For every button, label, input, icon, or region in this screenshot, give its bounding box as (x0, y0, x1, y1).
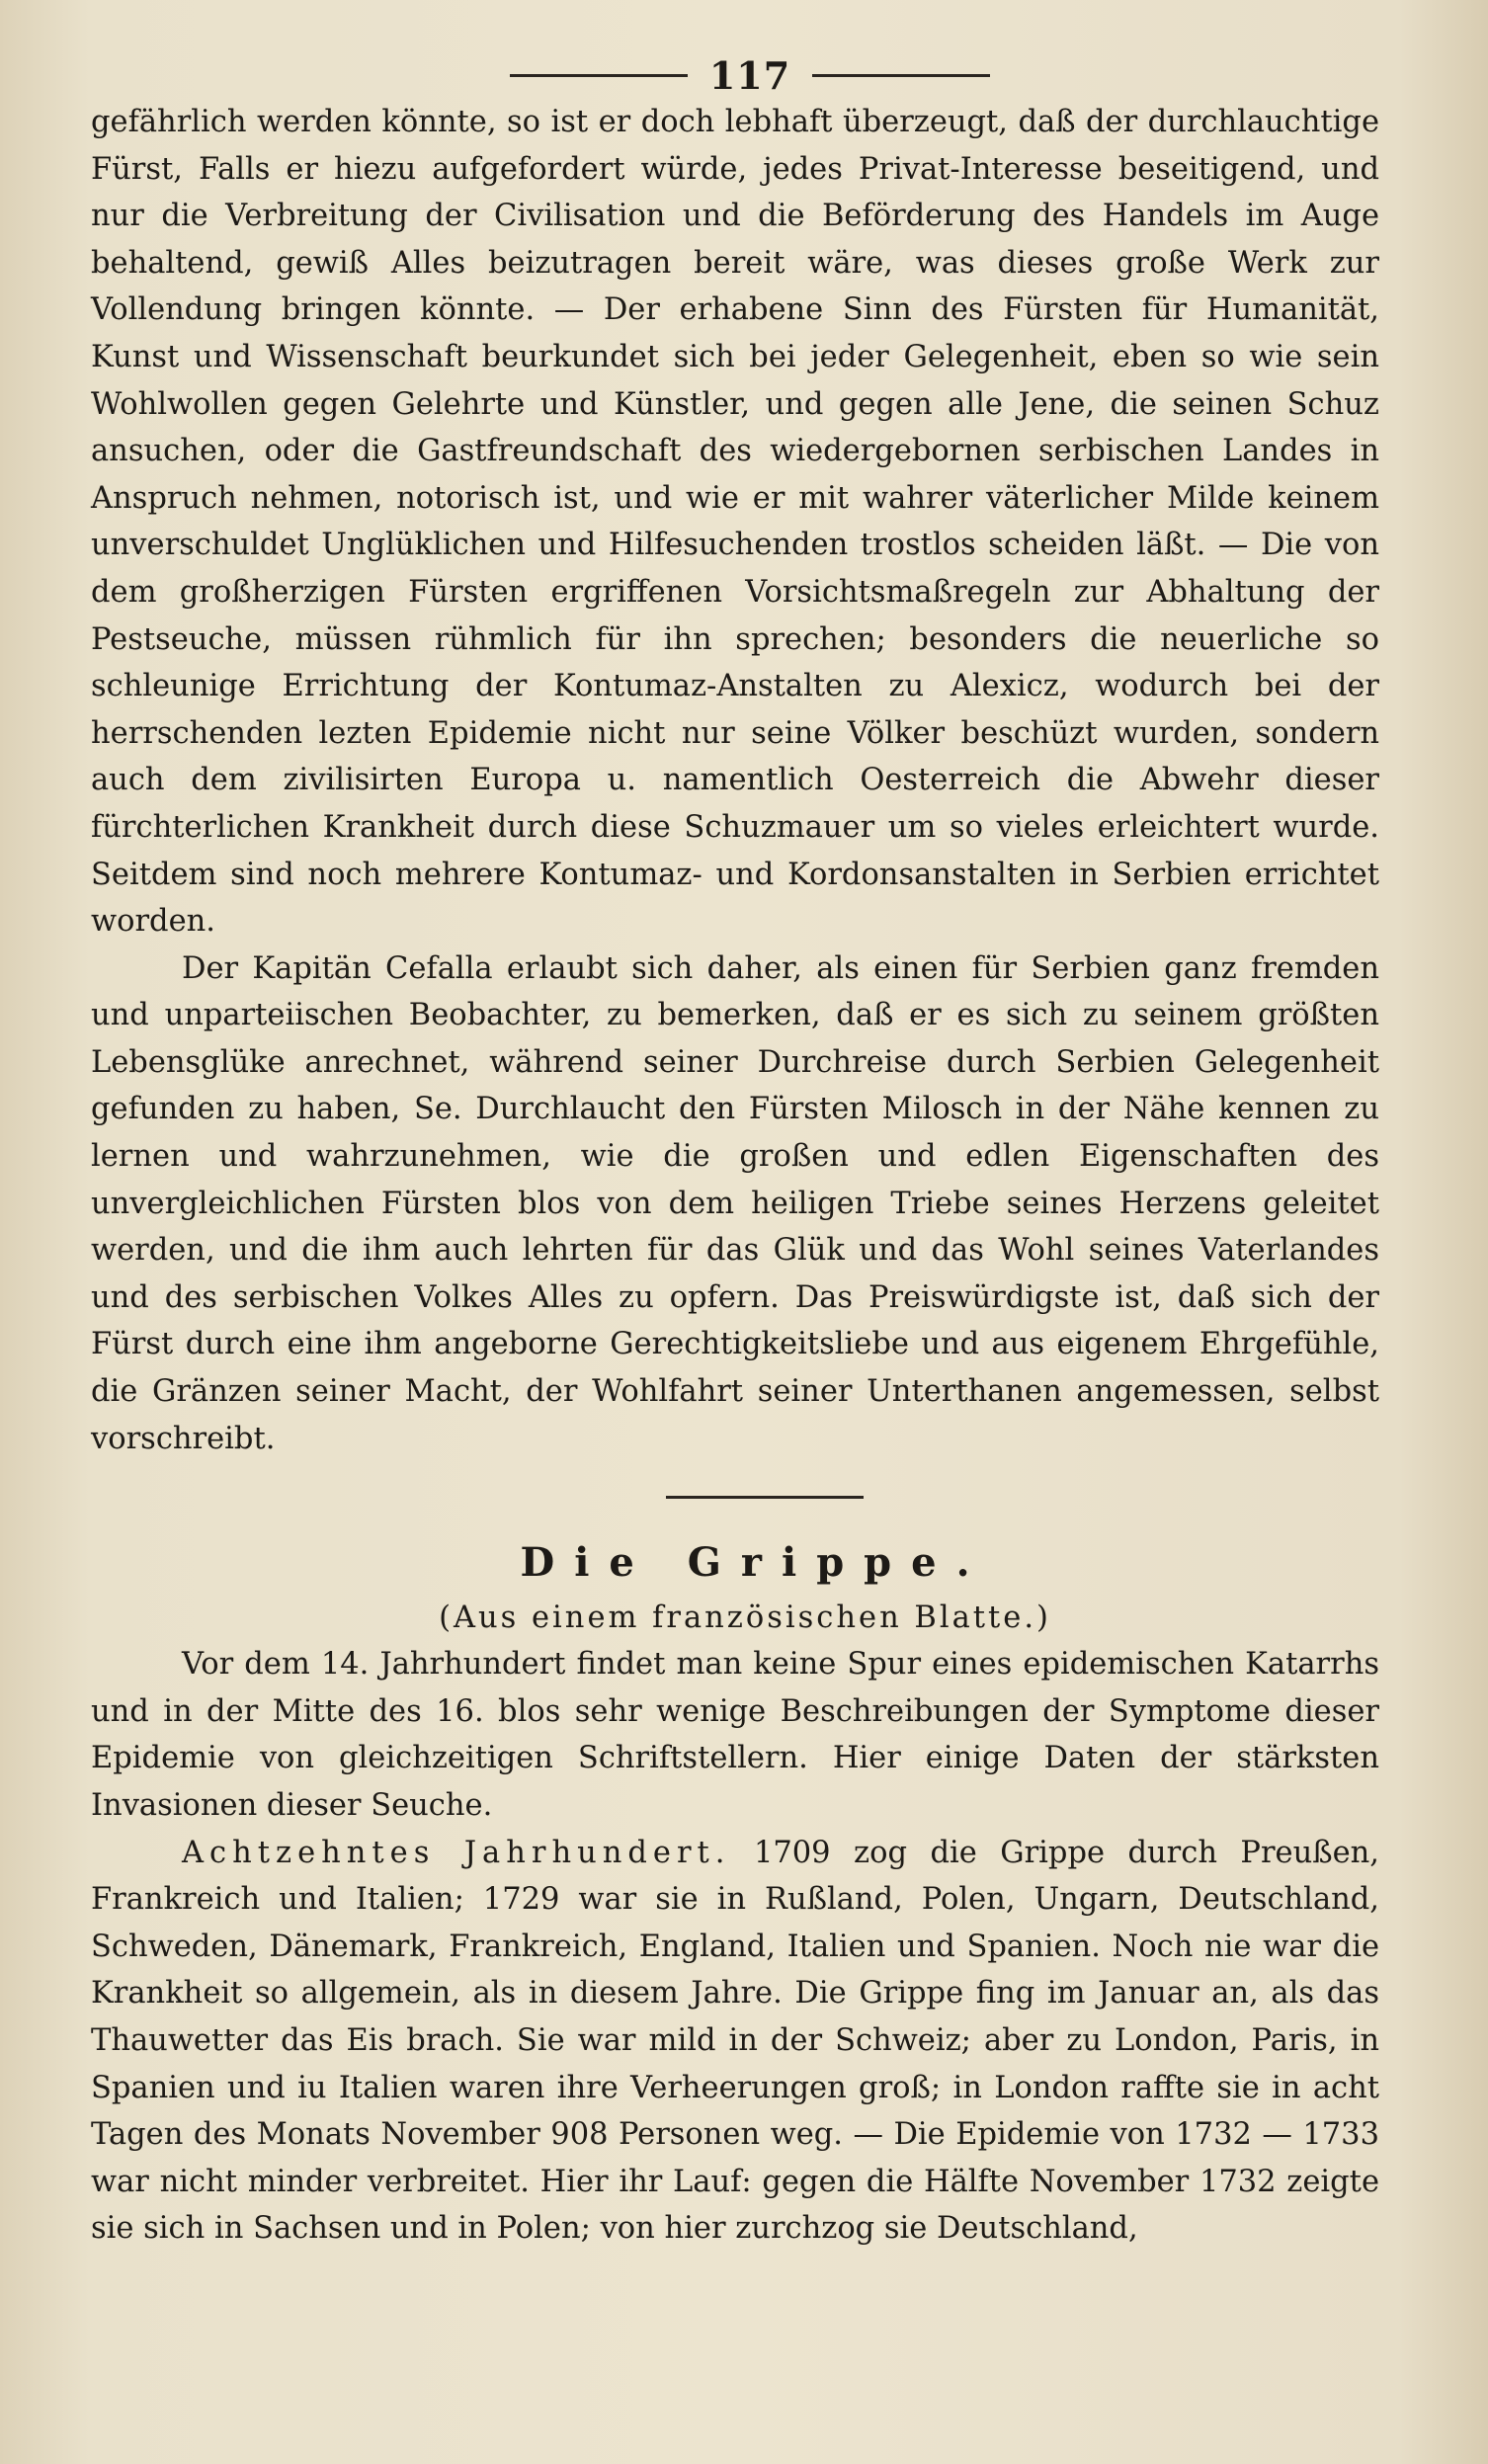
header-rule-left (510, 74, 688, 77)
section-divider (666, 1496, 864, 1499)
paragraph-4-lead: Achtzehntes Jahrhundert. (182, 1835, 731, 1870)
paragraph-4-text: 1709 zog die Grippe durch Preußen, Frankreich und Italien; 1729 war sie in Rußland, Polen, Ungarn, Deutschland, Schweden, Dänemark, Frankreich, England, Italien und Spanien. Noch nie war die Krankheit so allgemein, als in diesem Jahre. Die Grippe fing im Januar an, als das Thauwetter das Eis brach. Sie war mild in der Schweiz; aber zu London, Paris, in Spanien und iu Italien waren ihre Verheerungen groß; in London raffte sie in acht Tagen des Monats November 908 Personen weg. — Die Epidemie von 1732 — 1733 war nicht minder verbreitet. Hier ihr Lauf: gegen die Hälfte November 1732 zeigte sie sich in Sachsen und in Polen; von hier zurchzog sie Deutschland, (91, 1835, 1379, 2247)
paragraph-1: gefährlich werden könnte, so ist er doch lebhaft überzeugt, daß der durchlauchtige Fürst, Falls er hiezu aufgefordert würde, jedes Privat-Interesse beseitigend, und nur die Verbreitung der Civilisation und die Beförderung des Handels im Auge behaltend, gewiß Alles beizutragen bereit wäre, was dieses große Werk zur Vollendung bringen könnte. — Der erhabene Sinn des Fürsten für Humanität, Kunst und Wissenschaft beurkundet sich bei jeder Gelegenheit, eben so wie sein Wohlwollen gegen Gelehrte und Künstler, und gegen alle Jene, die seinen Schuz ansuchen, oder die Gastfreundschaft des wiedergebornen serbischen Landes in Anspruch nehmen, notorisch ist, und wie er mit wahrer väterlicher Milde keinem unverschuldet Unglüklichen und Hilfesuchenden trostlos scheiden läßt. — Die von dem großherzigen Fürsten ergriffenen Vorsichtsmaßregeln zur Abhaltung der Pestseuche, müssen rühmlich für ihn sprechen; besonders die neuerliche so schleunige Errichtung der Kontumaz-Anstalten zu Alexicz, wodurch bei der herrschenden lezten Epidemie nicht nur seine Völker beschüzt wurden, sondern auch dem zivilisirten Europa u. namentlich Oesterreich die Abwehr dieser fürchterlichen Krankheit durch diese Schuzmauer um so vieles erleichtert wurde. Seitdem sind noch mehrere Kontumaz- und Kordonsanstalten in Serbien errichtet worden. (91, 105, 1379, 940)
paragraph-3: Vor dem 14. Jahrhundert findet man keine Spur eines epidemischen Katarrhs und in der Mitte des 16. blos sehr wenige Beschreibungen der Symptome dieser Epidemie von gleichzeitigen Schriftstellern. Hier einige Daten der stärksten Invasionen dieser Seuche. (91, 1647, 1379, 1823)
section-subtitle: (Aus einem französischen Blatte.) (439, 1601, 1051, 1636)
header-rule-right (812, 74, 990, 77)
page-header (121, 51, 1379, 99)
section-title: Die Grippe. (520, 1539, 990, 1587)
page-number: 117 (708, 52, 791, 98)
paragraph-4 (91, 1830, 1379, 2253)
paragraph-2: Der Kapitän Cefalla erlaubt sich daher, als einen für Serbien ganz fremden und unparteiischen Beobachter, zu bemerken, daß er es sich zu seinem größten Lebensglüke anrechnet, während seiner Durchreise durch Serbien Gelegenheit gefunden zu haben, Se. Durchlaucht den Fürsten Milosch in der Nähe kennen zu lernen und wahrzunehmen, wie die großen und edlen Eigenschaften des unvergleichlichen Fürsten blos von dem heiligen Triebe seines Herzens geleitet werden, und die ihm auch lehrten für das Glük und das Wohl seines Vaterlandes und des serbischen Volkes Alles zu opfern. Das Preiswürdigste ist, daß sich der Fürst durch eine ihm angeborne Gerechtigkeitsliebe und aus eigenem Ehrgefühle, die Gränzen seiner Macht, der Wohlfahrt seiner Unterthanen angemessen, selbst vorschreibt. (91, 950, 1379, 1456)
